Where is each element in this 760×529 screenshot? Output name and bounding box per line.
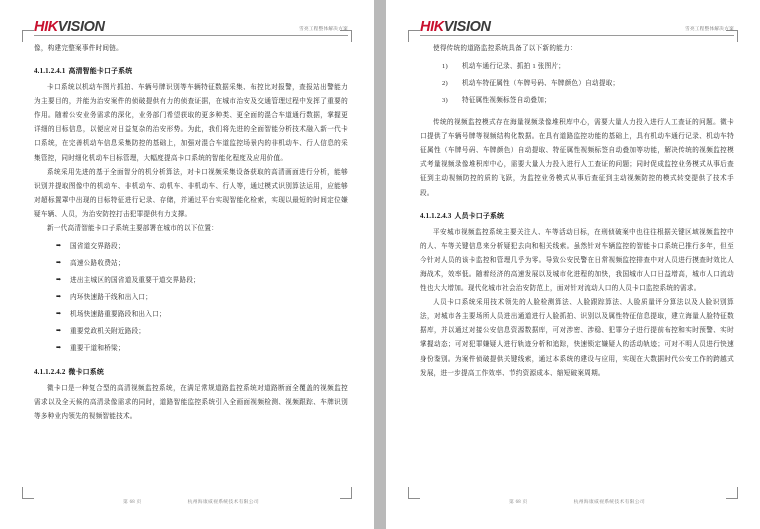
heading-section-4-1-1-2-4-3: [420, 210, 734, 224]
arrow-bullet-icon: ➡: [56, 345, 62, 352]
crop-mark-top-left: [22, 30, 34, 42]
page-footer-right: [420, 498, 734, 505]
heading-text: 高清智能卡口子系统: [68, 68, 133, 76]
list-item-label: 特征属性视频标签自动叠加；: [462, 97, 551, 105]
section-1-list-intro: 新一代高清智能卡口子系统主要部署在城市的以下位置：: [47, 225, 219, 233]
footer-company-name: 杭州海康威视系统技术有限公司: [187, 500, 259, 505]
deployment-location-list: [34, 238, 348, 357]
heading-text: 微卡口系统: [68, 369, 104, 377]
arrow-bullet-icon: ➡: [56, 260, 62, 267]
list-item: [420, 58, 734, 75]
section-1-paragraph-1: 卡口系统以机动车图片抓拍、车辆号牌识别等车辆特征数据采集、布控比对报警，查报站出警能力为主要目的，并能为治安案件的侦破提供有力的侦查证据，在城市治安及交通管理过程中发挥了重要的作用。随着公安业务需求的深化，业务部门希望获取的更多种类、更全面的混合车道通行数据，掌握更详细的目标信息，以便应对日益复杂的治安形势。为此，我们将先进的全面智能分析技术融入新一代卡口系统，在完善机动车信息采集防控的基础上，加强对混合车道监控场景内的非机动车、行人信息的采集管控，同时细化机动车目标管理，大幅度提高卡口系统的智能化程度及应用价值。: [34, 84, 348, 162]
heading-number: 4.1.1.2.4.2: [34, 369, 66, 377]
list-item-label: 进出主城区的国省道及重要干道交界路段；: [70, 277, 201, 285]
heading-text: 人员卡口子系统: [454, 212, 505, 220]
heading-number: 4.1.1.2.4.3: [420, 212, 452, 220]
crop-mark-bottom-left: [22, 487, 34, 499]
logo-hik-text: HIK: [420, 18, 444, 35]
paragraph-spacer: [420, 109, 734, 116]
arrow-bullet-icon: ➡: [56, 243, 62, 250]
heading-section-4-1-1-2-4-2: [34, 366, 348, 380]
list-item: [34, 272, 348, 289]
list-item-number: 1): [442, 63, 448, 71]
heading-section-4-1-1-2-4-1: [34, 65, 348, 79]
heading-number: 4.1.1.2.4.1: [34, 68, 66, 76]
capabilities-intro-paragraph: 使得传统的道路监控系统具备了以下新的能力：: [433, 45, 577, 52]
list-item-label: 机动车通行记录、抓拍 1 张图片；: [462, 63, 566, 71]
footer-company-name: 杭州海康威视系统技术有限公司: [573, 500, 645, 505]
arrow-bullet-icon: ➡: [56, 311, 62, 318]
list-item-label: 内环快速路干线和出入口；: [70, 294, 153, 302]
footer-page-number: 第 68 页: [123, 500, 142, 505]
page-content-left: [34, 42, 348, 481]
list-item-label: 国省道交界路段；: [70, 243, 125, 251]
list-item: [34, 340, 348, 357]
section-2-paragraph-1: 微卡口是一种复合型的高清视频监控系统，在满足常规道路监控系统对道路断面全覆盖的视频监控需求以及全天候的高清录像需求的同时，道路智能监控系统引入全画面视频检测、视频跟踪、车牌识别等多种业内领先的视频智能技术。: [34, 385, 348, 421]
list-item: [34, 306, 348, 323]
arrow-bullet-icon: ➡: [56, 328, 62, 335]
paragraph-after-capabilities: 传统的视频监控模式存在海量视频录像堆积库中心，需要大量人力投入进行人工查证的问题。微卡口提供了车辆号牌等视频结构化数据。在具有道路监控功能的基础上，具有机动车通行记录、机动车特征属性（车牌号码、车牌颜色）自动提取、特征属性视频标签自动叠加等功能，解决传统的视频监控模式考量视频录像堆积库中心，需要大量人力投入进行人工查证的问题；同时促成监控业务模式从事后查征到主动视频防控的质的飞跃，为监控业务模式从事后查征到主动视频防控的模式转变提供了技术手段。: [420, 119, 734, 197]
arrow-bullet-icon: ➡: [56, 277, 62, 284]
section-3-paragraph-2: 人员卡口系统采用技术领先的人脸检测算法、人脸跟踪算法、人脸质量评分算法以及人脸识别算法，对城市各主要场所人员进出通道进行人脸抓拍、识别以及属性特征信息提取，建立海量人脸特征数据库，并以通过对接公安信息资源数据库，可对涉密、涉稳、犯罪分子进行提前布控和实时预警、实时掌握动态；可对犯罪嫌疑人进行轨迹分析和追踪，快速锁定嫌疑人的活动轨迹；可对不明人员进行快速身份鉴别。为案件侦破提供关键线索，通过本系统的建设与应用，实现在大数据时代公安工作的跨越式发展，进一步提高工作效率、节约资源成本、缩短破案周期。: [420, 299, 734, 377]
page-footer-left: [34, 498, 348, 505]
page-header-right: [420, 12, 734, 36]
list-item-label: 高速公路收费站；: [70, 260, 125, 268]
section-1-paragraph-2: 系统采用先进的基于全面智分的机分析算法，对卡口视频采集设备获取的高清画面进行分析，能够识别并提取图像中的机动车、非机动车、动机车、非机动车、行人等，通过模式识别算法运用，应能够对超标置罩中出现的目标特征进行记录、存储，并通过平台实现智能化检索，实现以最短的时间定位嫌疑车辆、人员，为治安防控打击犯罪提供有力支撑。: [34, 168, 348, 218]
list-item: [420, 75, 734, 92]
list-item: [34, 238, 348, 255]
header-document-title: 雪亮工程整体解决方案: [299, 26, 348, 31]
crop-mark-top-left: [408, 30, 420, 42]
list-item-number: 2): [442, 80, 448, 88]
list-item: [34, 289, 348, 306]
continued-paragraph: 像，构建完整案事件时间链。: [34, 45, 123, 52]
page-right: [386, 0, 760, 529]
arrow-bullet-icon: ➡: [56, 294, 62, 301]
hikvision-logo: [34, 20, 105, 35]
page-header-left: [34, 12, 348, 36]
footer-page-number: 第 68 页: [509, 500, 528, 505]
list-item: [420, 92, 734, 109]
header-document-title: 雪亮工程整体解决方案: [685, 26, 734, 31]
list-item: [34, 323, 348, 340]
list-item: [34, 255, 348, 272]
logo-vision-text: VISION: [57, 18, 105, 35]
page-content-right: [420, 42, 734, 481]
list-item-label: 重要干道和桥梁；: [70, 345, 125, 353]
page-left: [0, 0, 374, 529]
list-item-label: 机场快速路重要路段和出入口；: [70, 311, 166, 319]
hikvision-logo: [420, 20, 491, 35]
list-item-label: 重要党政机关附近路段；: [70, 328, 146, 336]
list-item-label: 机动车特征属性（车牌号码、车牌颜色）自动提取；: [462, 80, 620, 88]
logo-hik-text: HIK: [34, 18, 58, 35]
list-item-number: 3): [442, 97, 448, 105]
capabilities-list: [420, 58, 734, 109]
section-3-paragraph-1: 平安城市视频监控系统主要关注人、车等活动目标，在刑侦破案中也往往根据关键区域视频监控中的人、车等关键信息来分析疑犯去向和相关线索。虽然针对车辆监控的智能卡口系统已推行多年，但至今针对人员的该卡监控和管理几乎为零。导致公安民警在日常视频监控排查中对人员进行摸查时效比人海战术，效率低。随着经济的高速发展以及城市化进程的加快，我国城市人口日益增高，城市人口流动性也大大增加。现代化城市社会治安防范上，面对针对流动人口的人员卡口监控系统的需求。: [420, 228, 734, 293]
logo-vision-text: VISION: [443, 18, 491, 35]
crop-mark-bottom-left: [408, 487, 420, 499]
